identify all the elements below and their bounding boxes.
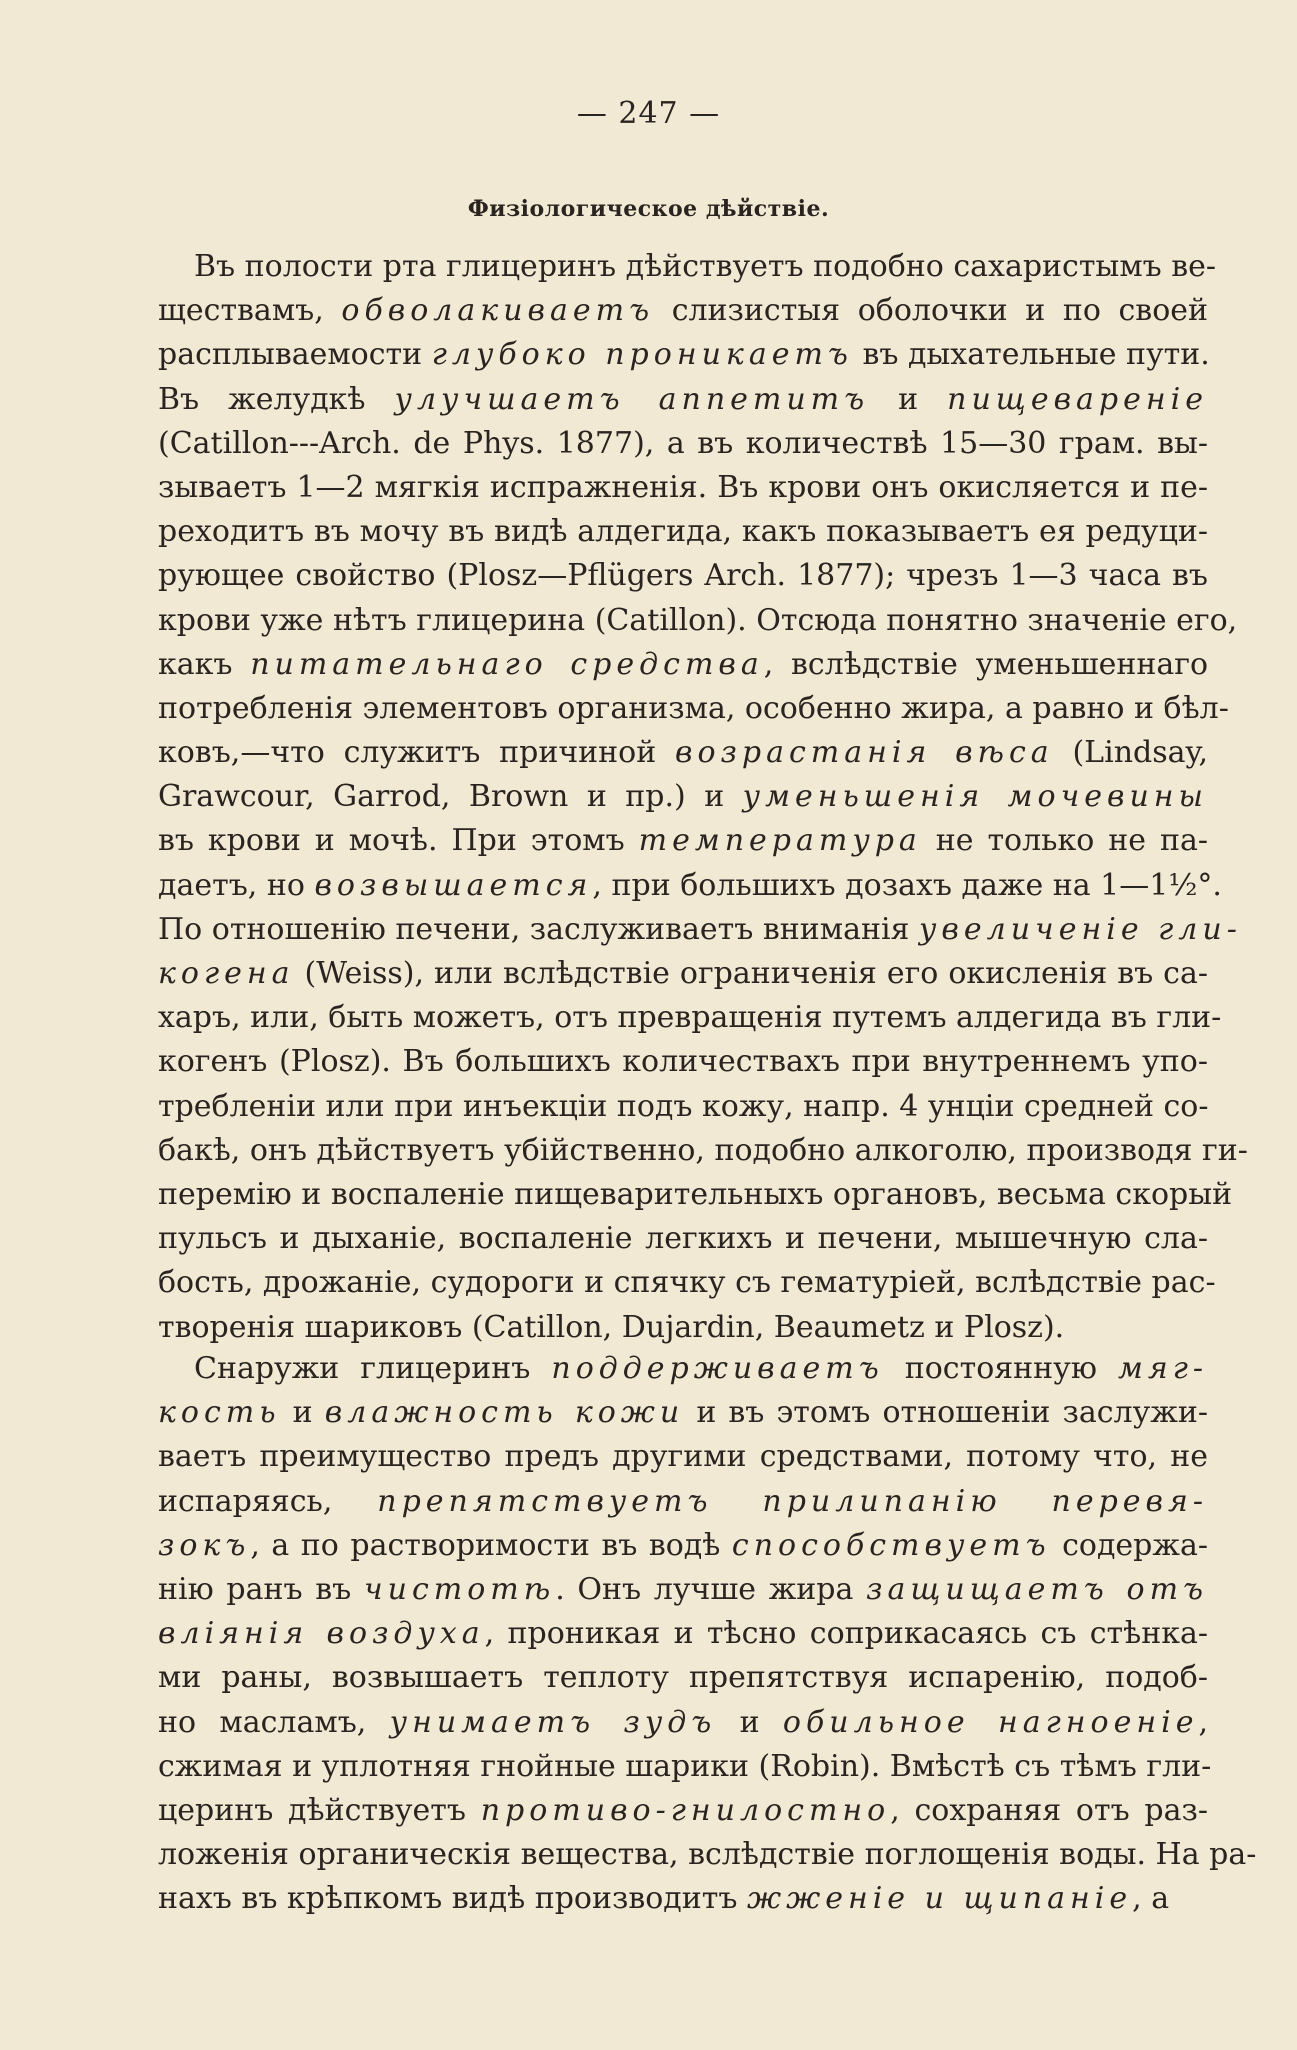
text-segment: когенъ (Plosz). Въ большихъ количествахъ при внутреннемъ упо- <box>158 1044 1208 1080</box>
text-line <box>158 1129 1248 1173</box>
text-line <box>158 775 1208 819</box>
emphasized-text: чистотѣ <box>363 1571 556 1607</box>
text-segment: и въ этомъ отношеніи заслужи- <box>684 1395 1208 1431</box>
text-segment: , а <box>1132 1881 1170 1917</box>
text-segment: и <box>716 1704 783 1740</box>
text-line <box>158 1877 1208 1921</box>
text-line <box>158 1347 1208 1391</box>
text-segment: нахъ въ крѣпкомъ видѣ производитъ <box>158 1881 747 1917</box>
text-segment: Въ полости рта глицеринъ дѣйствуетъ подобно сахаристымъ ве- <box>194 249 1217 284</box>
emphasized-text: противо-гнилостно <box>480 1792 891 1828</box>
text-line <box>158 422 1208 466</box>
text-segment: По отношенію печени, заслуживаетъ вниманія <box>158 911 920 947</box>
emphasized-text: пищевареніе <box>947 381 1208 417</box>
text-line <box>158 1612 1208 1656</box>
text-segment: и <box>280 1395 325 1431</box>
text-line <box>158 1656 1208 1700</box>
text-segment: постоянную <box>883 1351 1118 1386</box>
text-line <box>158 378 1208 422</box>
text-line <box>158 819 1208 863</box>
emphasized-text: обильное нагноеніе <box>782 1704 1199 1740</box>
page-number: — 247 — <box>576 96 721 131</box>
text-segment: (Weiss), или вслѣдствіе ограниченія его окисленія въ са- <box>294 956 1208 991</box>
text-line <box>158 1745 1212 1789</box>
text-line <box>158 510 1208 554</box>
text-segment: какъ <box>158 646 251 682</box>
text-line <box>158 466 1208 510</box>
text-segment: ваетъ преимущество предъ другими средствами, потому что, не <box>158 1439 1208 1475</box>
text-segment: но масламъ, <box>158 1704 390 1740</box>
emphasized-text: защищаетъ отъ <box>866 1571 1209 1607</box>
emphasized-text: кость <box>158 1395 281 1431</box>
text-segment: Снаружи глицеринъ <box>194 1351 552 1386</box>
text-line <box>158 554 1208 598</box>
text-line <box>158 1261 1216 1305</box>
text-line <box>158 1085 1208 1129</box>
text-segment: перемію и воспаленіе пищеварительныхъ органовъ, весьма скорый <box>158 1176 1233 1212</box>
text-segment: сжимая и уплотняя гнойные шарики (Robin). Вмѣстѣ съ тѣмъ гли- <box>158 1748 1212 1784</box>
text-line <box>158 1833 1257 1877</box>
text-line <box>158 687 1229 731</box>
text-line <box>158 1173 1233 1217</box>
emphasized-text: унимаетъ зудъ <box>389 1704 717 1740</box>
text-segment: бакѣ, онъ дѣйствуетъ убійственно, подобно алкоголю, производя ги- <box>158 1132 1248 1168</box>
text-segment: , <box>1198 1704 1209 1740</box>
text-line <box>158 1217 1208 1261</box>
text-line <box>158 245 1217 289</box>
text-segment: потребленія элементовъ организма, особенно жира, а равно и бѣл- <box>158 690 1229 726</box>
emphasized-text: уменьшенія мочевины <box>742 779 1208 815</box>
text-line <box>158 1435 1208 1479</box>
text-line <box>158 1391 1208 1435</box>
text-line <box>158 996 1222 1040</box>
text-segment: крови уже нѣтъ глицерина (Catillon). Отсюда понятно значеніе его, <box>158 602 1238 638</box>
text-segment: испаряясь, <box>158 1483 378 1519</box>
text-segment: ковъ,—что служитъ причиной <box>158 735 675 771</box>
emphasized-text: обволакиваетъ <box>341 293 655 329</box>
text-segment: зываетъ 1—2 мягкія испражненія. Въ крови онъ окисляется и пе- <box>158 469 1208 505</box>
text-segment: , проникая и тѣсно соприкасаясь съ стѣнка- <box>484 1616 1208 1652</box>
emphasized-text: препятствуетъ прилипанію перевя- <box>377 1483 1208 1519</box>
text-segment: слизистыя оболочки и по своей <box>654 293 1209 329</box>
text-segment: расплываемости <box>158 337 432 373</box>
text-segment: бость, дрожаніе, судороги и спячку съ гематуріей, вслѣдствіе рас- <box>158 1265 1216 1301</box>
text-line <box>158 952 1208 996</box>
text-line <box>158 731 1208 775</box>
section-heading: Физіологическое дѣйствіе. <box>467 196 830 222</box>
emphasized-text: возрастанія вѣса <box>674 735 1054 771</box>
text-segment: , при большихъ дозахъ даже на 1—1½°. <box>592 867 1222 903</box>
text-segment: пульсъ и дыханіе, воспаленіе легкихъ и печени, мышечную сла- <box>158 1221 1208 1257</box>
emphasized-text: способствуетъ <box>731 1527 1051 1563</box>
text-segment: въ дыхательные пути. <box>852 337 1210 373</box>
text-segment: реходитъ въ мочу въ видѣ алдегида, какъ показываетъ ея редуци- <box>158 514 1208 550</box>
text-segment: ми раны, возвышаетъ теплоту препятствуя испаренію, подоб- <box>158 1660 1208 1696</box>
text-segment: ществамъ, <box>158 293 342 329</box>
text-segment: рующее свойство (Plosz—Pflügers Arch. 1877); чрезъ 1—3 часа въ <box>158 558 1208 594</box>
text-line <box>158 333 1208 377</box>
emphasized-text: зокъ <box>158 1527 251 1563</box>
text-segment: , вслѣдствіе уменьшеннаго <box>763 646 1209 682</box>
text-segment: Grawcour, Garrod, Brown и пр.) и <box>158 779 743 815</box>
text-line <box>158 1480 1208 1524</box>
text-line <box>158 1789 1208 1833</box>
text-line <box>158 864 1222 908</box>
text-line <box>158 643 1208 687</box>
emphasized-text: поддерживаетъ <box>551 1351 884 1386</box>
text-segment: нію ранъ въ <box>158 1571 364 1607</box>
emphasized-text: улучшаетъ аппетитъ <box>394 381 870 417</box>
emphasized-text: температура <box>638 823 922 859</box>
text-line <box>158 1524 1208 1568</box>
text-segment: ложенія органическія вещества, вслѣдствіе поглощенія воды. На ра- <box>158 1837 1257 1873</box>
emphasized-text: возвышается <box>314 867 593 903</box>
text-line <box>158 1306 1208 1350</box>
text-segment: , а по растворимости въ водѣ <box>250 1527 732 1563</box>
text-segment: творенія шариковъ (Catillon, Dujardin, Beaumetz и Plosz). <box>158 1309 1065 1345</box>
text-line <box>158 599 1238 643</box>
emphasized-text: влажность кожи <box>324 1395 685 1431</box>
text-segment: въ крови и мочѣ. При этомъ <box>158 823 639 859</box>
text-segment: (Lindsay, <box>1053 735 1208 771</box>
text-line <box>158 908 1242 952</box>
text-segment: требленіи или при инъекціи подъ кожу, напр. 4 унціи средней со- <box>158 1088 1209 1124</box>
emphasized-text: глубоко проникаетъ <box>431 337 853 373</box>
emphasized-text: увеличеніе гли- <box>919 911 1242 947</box>
paragraph-1 <box>158 245 1248 1350</box>
emphasized-text: жженіе и щипаніе <box>746 1881 1133 1917</box>
emphasized-text: мяг- <box>1117 1351 1208 1386</box>
text-line <box>158 1701 1208 1745</box>
text-segment: (Catillon---Arch. de Phys. 1877), а въ количествѣ 15—30 грам. вы- <box>158 425 1208 461</box>
text-segment: Въ желудкѣ <box>158 381 395 417</box>
text-segment: церинъ дѣйствуетъ <box>158 1792 481 1828</box>
text-segment: харъ, или, быть можетъ, отъ превращенія путемъ алдегида въ гли- <box>158 1000 1222 1036</box>
text-segment: даетъ, но <box>158 867 315 903</box>
text-segment: содержа- <box>1050 1527 1208 1563</box>
emphasized-text: когена <box>158 956 295 991</box>
text-line <box>158 289 1208 333</box>
text-segment: и <box>869 381 948 417</box>
emphasized-text: питательнаго средства <box>250 646 764 682</box>
text-segment: . Онъ лучше жира <box>555 1571 867 1607</box>
text-segment: , сохраняя отъ раз- <box>890 1792 1208 1828</box>
emphasized-text: вліянія воздуха <box>158 1616 485 1652</box>
text-line <box>158 1568 1208 1612</box>
text-line <box>158 1040 1208 1084</box>
text-segment: не только не па- <box>921 823 1208 859</box>
paragraph-2 <box>158 1347 1257 1921</box>
